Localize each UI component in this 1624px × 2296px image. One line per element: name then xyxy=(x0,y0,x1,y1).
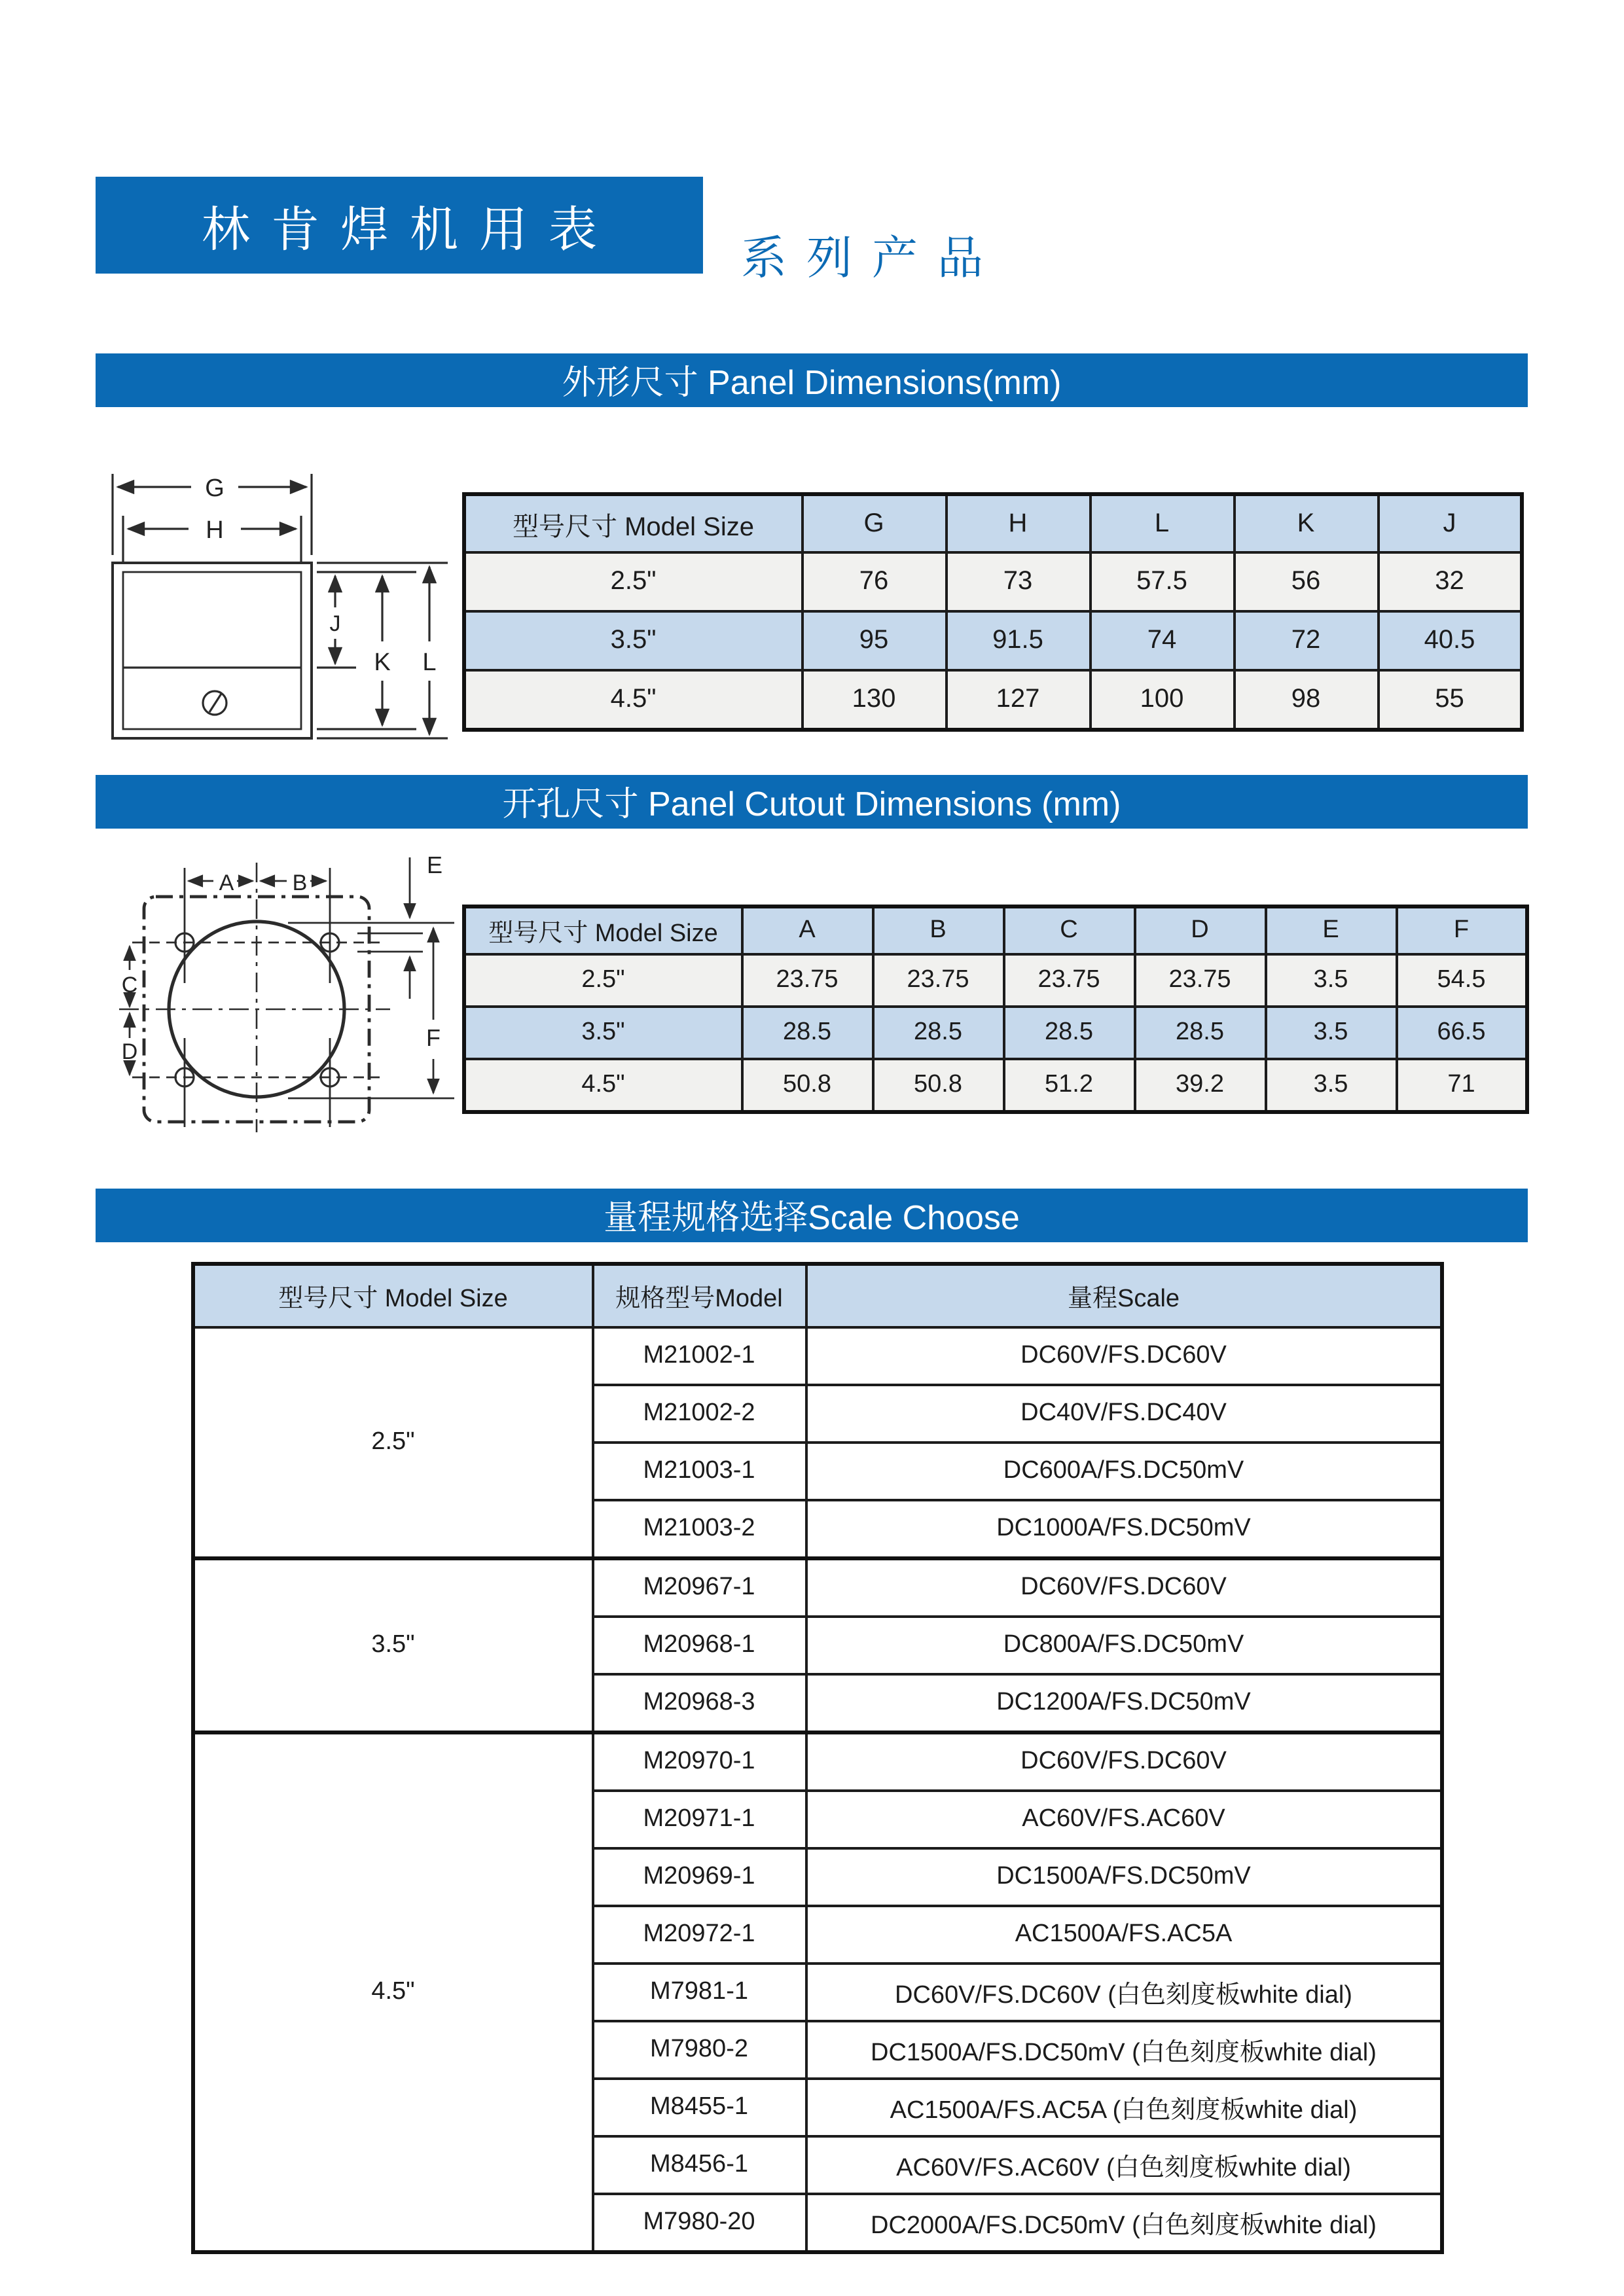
scale-cell: AC1500A/FS.AC5A (白色刻度板white dial) xyxy=(806,2079,1442,2136)
scale-cell: AC1500A/FS.AC5A xyxy=(806,1906,1442,1964)
table-cell: 100 xyxy=(1090,670,1234,730)
column-header: G xyxy=(802,494,946,552)
table-header-row xyxy=(193,1264,1442,1327)
model-cell: M20971-1 xyxy=(592,1791,806,1848)
table-cell: 71 xyxy=(1396,1059,1527,1112)
size-cell: 3.5" xyxy=(464,611,802,670)
table-cell: 50.8 xyxy=(873,1059,1003,1112)
table-cell: 28.5 xyxy=(742,1007,873,1059)
series-label: 系列产品 xyxy=(741,233,1003,284)
dim-label-d: D xyxy=(121,1039,138,1064)
page-title: 林肯焊机用表 xyxy=(202,203,618,257)
panel-dimensions-diagram xyxy=(105,450,452,745)
model-cell: M20970-1 xyxy=(592,1732,806,1791)
panel-dimensions-table xyxy=(462,492,1524,732)
table-cell: 23.75 xyxy=(742,954,873,1007)
table-header-row xyxy=(464,906,1527,954)
title-box xyxy=(96,177,703,274)
model-cell: M21003-2 xyxy=(592,1500,806,1558)
table-cell: 3.5 xyxy=(1265,1007,1396,1059)
dim-label-e: E xyxy=(426,852,443,878)
size-cell: 2.5" xyxy=(464,954,742,1007)
scale-cell: DC1500A/FS.DC50mV (白色刻度板white dial) xyxy=(806,2021,1442,2079)
table-cell: 127 xyxy=(946,670,1090,730)
dim-label-l: L xyxy=(422,649,437,676)
panel-outer-outline xyxy=(113,563,312,738)
scale-cell: AC60V/FS.AC60V (白色刻度板white dial) xyxy=(806,2136,1442,2194)
model-cell: M21003-1 xyxy=(592,1443,806,1500)
table-cell: 3.5 xyxy=(1265,954,1396,1007)
column-header: 量程Scale xyxy=(806,1264,1442,1327)
size-cell: 2.5" xyxy=(464,552,802,611)
scale-cell: DC1000A/FS.DC50mV xyxy=(806,1500,1442,1558)
size-cell: 3.5" xyxy=(464,1007,742,1059)
table-row xyxy=(464,1059,1527,1112)
model-cell: M20968-1 xyxy=(592,1617,806,1674)
size-cell: 4.5" xyxy=(193,1732,592,2252)
table-cell: 74 xyxy=(1090,611,1234,670)
table-cell: 28.5 xyxy=(1003,1007,1134,1059)
scale-cell: DC1200A/FS.DC50mV xyxy=(806,1674,1442,1732)
panel-inner-outline xyxy=(123,572,301,729)
model-cell: M21002-1 xyxy=(592,1327,806,1385)
dim-label-f: F xyxy=(426,1024,441,1051)
table-cell: 73 xyxy=(946,552,1090,611)
cutout-dimensions-diagram xyxy=(111,842,478,1136)
scale-cell: DC600A/FS.DC50mV xyxy=(806,1443,1442,1500)
table-header-row xyxy=(464,494,1522,552)
model-cell: M7981-1 xyxy=(592,1964,806,2021)
table-row xyxy=(464,670,1522,730)
scale-cell: DC60V/FS.DC60V (白色刻度板white dial) xyxy=(806,1964,1442,2021)
table-cell: 51.2 xyxy=(1003,1059,1134,1112)
column-header: B xyxy=(873,906,1003,954)
scale-cell: DC800A/FS.DC50mV xyxy=(806,1617,1442,1674)
table-row xyxy=(464,1007,1527,1059)
scale-cell: DC60V/FS.DC60V xyxy=(806,1732,1442,1791)
scale-cell: DC60V/FS.DC60V xyxy=(806,1327,1442,1385)
column-header: A xyxy=(742,906,873,954)
table-cell: 23.75 xyxy=(873,954,1003,1007)
model-cell: M20968-3 xyxy=(592,1674,806,1732)
column-header: C xyxy=(1003,906,1134,954)
column-header: 型号尺寸 Model Size xyxy=(464,494,802,552)
table-cell: 54.5 xyxy=(1396,954,1527,1007)
model-cell: M8455-1 xyxy=(592,2079,806,2136)
scale-cell: DC60V/FS.DC60V xyxy=(806,1558,1442,1617)
screw-slot xyxy=(209,694,221,712)
model-cell: M8456-1 xyxy=(592,2136,806,2194)
column-header: 型号尺寸 Model Size xyxy=(193,1264,592,1327)
size-cell: 3.5" xyxy=(193,1558,592,1732)
size-cell: 2.5" xyxy=(193,1327,592,1558)
table-cell: 39.2 xyxy=(1134,1059,1265,1112)
model-cell: M7980-20 xyxy=(592,2194,806,2252)
column-header: 规格型号Model xyxy=(592,1264,806,1327)
scale-cell: DC1500A/FS.DC50mV xyxy=(806,1848,1442,1906)
table-cell: 28.5 xyxy=(1134,1007,1265,1059)
scale-cell: AC60V/FS.AC60V xyxy=(806,1791,1442,1848)
table-cell: 66.5 xyxy=(1396,1007,1527,1059)
table-cell: 32 xyxy=(1378,552,1522,611)
size-cell: 4.5" xyxy=(464,670,802,730)
column-header: K xyxy=(1234,494,1378,552)
table-cell: 98 xyxy=(1234,670,1378,730)
cutout-dimensions-table xyxy=(462,905,1529,1114)
scale-cell: DC40V/FS.DC40V xyxy=(806,1385,1442,1443)
scale-choose-table xyxy=(191,1262,1444,2254)
table-cell: 40.5 xyxy=(1378,611,1522,670)
table-cell: 28.5 xyxy=(873,1007,1003,1059)
table-row xyxy=(464,954,1527,1007)
dim-label-k: K xyxy=(374,649,391,676)
table-cell: 57.5 xyxy=(1090,552,1234,611)
dim-label-a: A xyxy=(219,870,234,895)
banner-panel-dimensions: 外形尺寸 Panel Dimensions(mm) xyxy=(96,353,1528,407)
dim-label-c: C xyxy=(121,973,138,997)
table-cell: 72 xyxy=(1234,611,1378,670)
table-row xyxy=(464,611,1522,670)
table-cell: 55 xyxy=(1378,670,1522,730)
dim-label-j: J xyxy=(329,611,341,636)
banner-cutout-dimensions: 开孔尺寸 Panel Cutout Dimensions (mm) xyxy=(96,775,1528,829)
table-cell: 76 xyxy=(802,552,946,611)
column-header: L xyxy=(1090,494,1234,552)
column-header: F xyxy=(1396,906,1527,954)
column-header: H xyxy=(946,494,1090,552)
column-header: 型号尺寸 Model Size xyxy=(464,906,742,954)
column-header: J xyxy=(1378,494,1522,552)
dim-label-g: G xyxy=(205,475,225,502)
table-cell: 50.8 xyxy=(742,1059,873,1112)
table-cell: 23.75 xyxy=(1134,954,1265,1007)
column-header: E xyxy=(1265,906,1396,954)
dim-label-h: H xyxy=(206,516,224,544)
model-cell: M21002-2 xyxy=(592,1385,806,1443)
model-cell: M20969-1 xyxy=(592,1848,806,1906)
dim-label-b: B xyxy=(292,870,308,895)
banner-scale-choose: 量程规格选择Scale Choose xyxy=(96,1189,1528,1242)
table-cell: 91.5 xyxy=(946,611,1090,670)
table-cell: 56 xyxy=(1234,552,1378,611)
model-cell: M20972-1 xyxy=(592,1906,806,1964)
table-cell: 130 xyxy=(802,670,946,730)
table-cell: 23.75 xyxy=(1003,954,1134,1007)
table-cell: 95 xyxy=(802,611,946,670)
table-row xyxy=(464,552,1522,611)
table-row xyxy=(193,1558,1442,1617)
scale-cell: DC2000A/FS.DC50mV (白色刻度板white dial) xyxy=(806,2194,1442,2252)
size-cell: 4.5" xyxy=(464,1059,742,1112)
table-cell: 3.5 xyxy=(1265,1059,1396,1112)
table-row xyxy=(193,1732,1442,1791)
column-header: D xyxy=(1134,906,1265,954)
model-cell: M7980-2 xyxy=(592,2021,806,2079)
table-row xyxy=(193,1327,1442,1385)
model-cell: M20967-1 xyxy=(592,1558,806,1617)
